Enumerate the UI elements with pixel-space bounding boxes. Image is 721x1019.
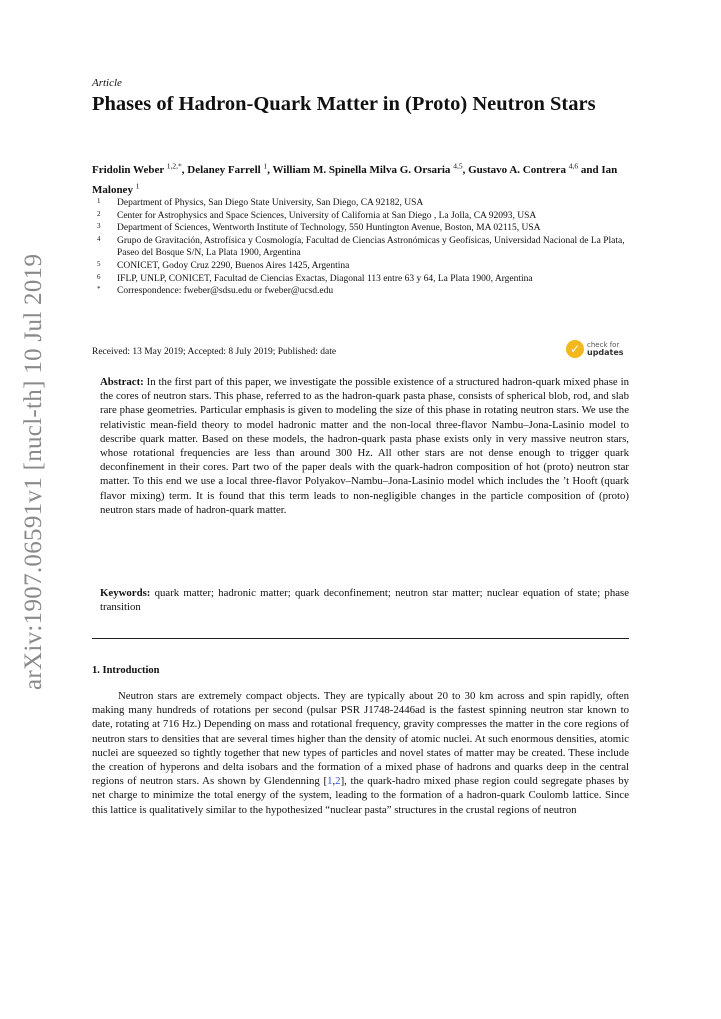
arxiv-identifier: arXiv:1907.06591v1 [nucl-th] 10 Jul 2019 [20, 253, 47, 690]
author-list [92, 158, 632, 198]
author-affiliation-mark: 1,2,* [166, 161, 182, 170]
keywords [100, 586, 629, 614]
divider [92, 638, 629, 639]
paper-title: Phases of Hadron-Quark Matter in (Proto) Neutron Stars [92, 93, 596, 115]
author: Gustavo A. Contrera $^{4,6}$ and [468, 161, 602, 176]
correspondence: * Correspondence: fweber@sdsu.edu or fweber@ucsd.edu [97, 285, 334, 297]
abstract-text: In the first part of this paper, we investigate the possible existence of a structured hadron-quark mixed phase in the cores of neutron stars. This phase, referred to as the hadron-quark pasta phase, consists of spherical blob, rod, and slab rare phase geometries. Particular emphasis is given to modeling the size of this phase in rotating neutron stars. We use the relativistic mean-field theory to model hadronic matter and the non-local three-flavor Nambu–Jona-Lasinio model to describe quark matter. Based on these models, the hadron-quark pasta phase exists only in very massive neutron stars, whose rotational frequencies are less than around 300 Hz. All other stars are not dense enough to trigger quark deconfinement in their cores. Part two of the paper deals with the quark-hadron composition of hot (proto) neutron star matter. To this end we use a local three-flavor Polyakov–Nambu–Jona-Lasinio model which includes the ’t Hooft (quark flavor mixing) term. It is found that this term leads to non-negligible changes in the particle composition of (proto) neutron stars made of hadron-quark matter. [100, 376, 629, 516]
affiliation-item: 4 Grupo de Gravitación, Astrofísica y Cosmología, Facultad de Ciencias Astronómicas y Geofísicas, Universidad Nacional de La Plata, Paseo del Bosque S/N, La Plata 1900, Argentina [97, 234, 625, 259]
citation-link[interactable]: 2 [335, 775, 341, 788]
author-affiliation-mark: 1 [263, 161, 268, 170]
body-paragraph: Neutron stars are extremely compact objects. They are typically about 20 to 30 km across and spin rapidly, often making many hundreds of rotations per second (pulsar PSR J1748-2446ad is the fastest spinning neutron star known to date, rotating at 716 Hz.) Depending on mass and rotational frequency, gravity compresses the matter in the core regions of neutron stars to densities that are several times higher than the density of atomic nuclei. At such enormous densities, atomic nuclei are squeezed so tightly together that new types of particles and novel states of matter may be created. These include the creation of hyperons and delta isobars and the formation of a mixed phase of hadrons and quarks deep in the central regions of neutron stars. As shown by Glendenning [1,2], the quark-hadro mixed phase region could segregate phases by net charge to minimize the total energy of the system, leading to the formation of a hadron-quark Coulomb lattice. Since this lattice is qualitatively similar to the hypothesized “nuclear pasta” structures in the crustal regions of neutron [92, 690, 629, 816]
author: William M. Spinella Milva G. Orsaria $^{4,5}$, [272, 161, 469, 176]
article-type: Article [92, 77, 122, 89]
section-heading: 1. Introduction [92, 665, 160, 676]
abstract [100, 375, 629, 517]
checkmark-icon: ✓ [566, 340, 584, 358]
affiliation-item: 6 IFLP, UNLP, CONICET, Facultad de Ciencias Exactas, Diagonal 113 entre 63 y 64, La Plata 1900, Argentina [97, 272, 533, 284]
affiliation-list [97, 197, 637, 298]
publication-dates: Received: 13 May 2019; Accepted: 8 July 2019; Published: date [92, 347, 337, 357]
author-affiliation-mark: 4,6 [568, 161, 579, 170]
arxiv-stamp [0, 0, 47, 690]
author: Delaney Farrell $^1$, [187, 161, 273, 176]
affiliation-item: 1 Department of Physics, San Diego State University, San Diego, CA 92182, USA [97, 197, 424, 208]
affiliation-item: 3 Department of Sciences, Wentworth Institute of Technology, 550 Huntington Avenue, Boston, MA 02115, USA [97, 222, 541, 234]
author: Fridolin Weber $^{1,2,*}$, [92, 161, 188, 176]
affiliation-item: 2 Center for Astrophysics and Space Sciences, University of California at San Diego , La Jolla, CA 92093, USA [97, 209, 537, 221]
keywords-text: quark matter; hadronic matter; quark deconfinement; neutron star matter; nuclear equation of state; phase transition [100, 587, 630, 614]
citation-link[interactable]: 1 [327, 775, 333, 788]
author-affiliation-mark: 4,5 [453, 161, 463, 170]
author: Ian Maloney $^1$ [92, 163, 618, 196]
check-for-updates-badge[interactable]: ✓ check for updates [566, 337, 630, 361]
abstract-label: Abstract: [100, 376, 144, 388]
affiliation-item: 5 CONICET, Godoy Cruz 2290, Buenos Aires 1425, Argentina [97, 259, 350, 271]
author-affiliation-mark: 1 [135, 181, 140, 191]
keywords-label: Keywords: [100, 587, 151, 599]
